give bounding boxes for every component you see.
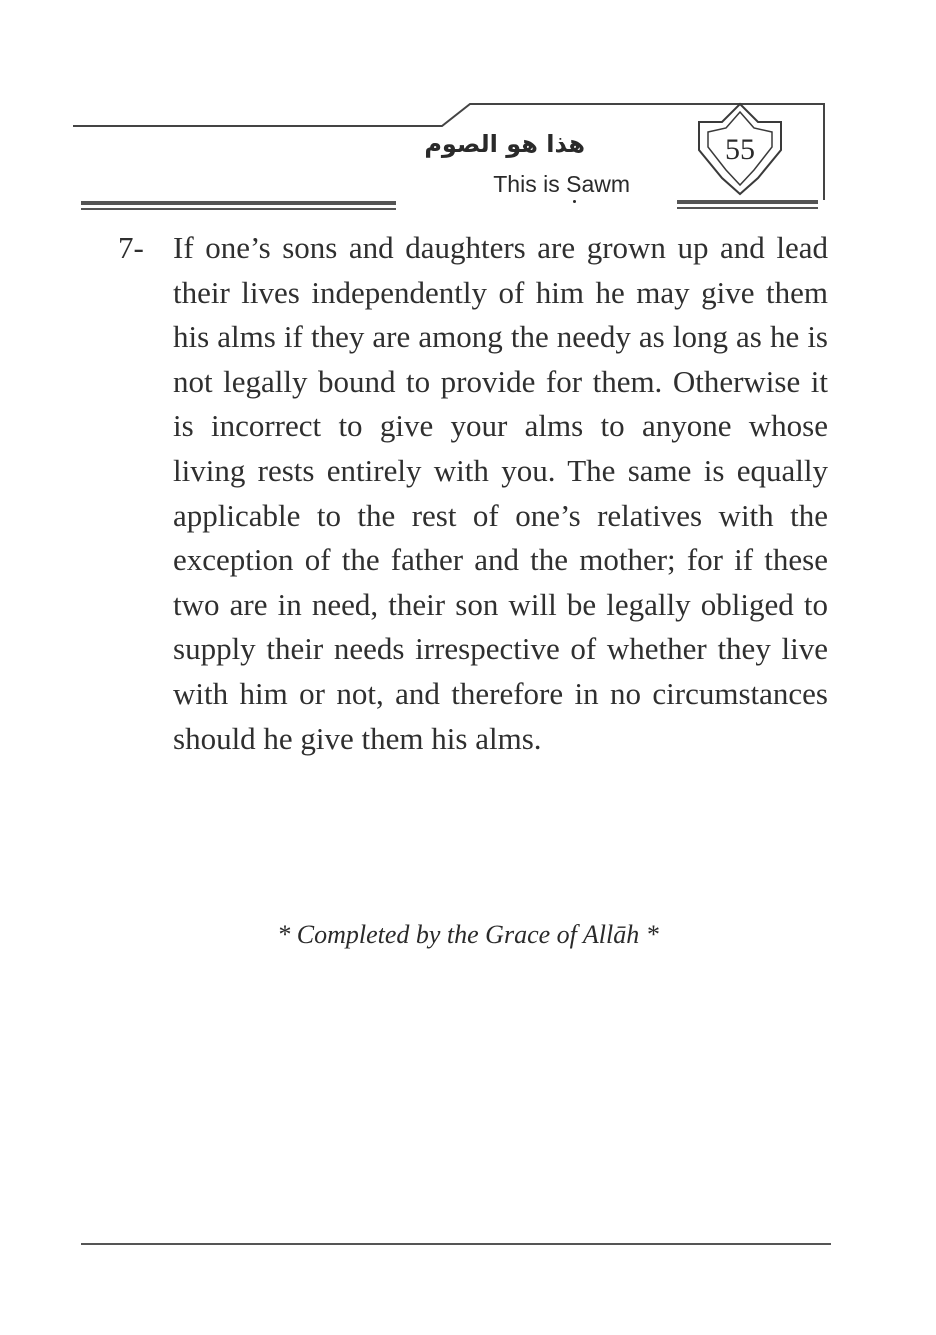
english-title-sad: S	[566, 171, 582, 197]
item-number: 7-	[118, 230, 144, 265]
item-paragraph: If one’s sons and daughters are grown up and lead their lives independently of him he may give them his alms if they are among the needy as long as he is not legally bound to provide for them. Otherwise it is incorrect to give your alms to anyone whose living rests entirely with you. The same is equally applicable to the rest of one’s relatives with the exception of the father and the mother; for if these two are in need, their son will be legally obliged to supply their needs irrespective of whether they live with him or not, and therefore in no circumstances should he give them his alms.	[173, 230, 828, 756]
closing-line: * Completed by the Grace of Allāh *	[277, 920, 659, 949]
page-number: 55	[725, 133, 755, 166]
footer-rule	[81, 1243, 831, 1245]
arabic-running-title: هذا هو الصوم	[424, 130, 585, 158]
english-title-suffix: awm	[581, 171, 630, 197]
english-running-title	[430, 171, 630, 198]
english-title-prefix: This is	[493, 171, 567, 197]
